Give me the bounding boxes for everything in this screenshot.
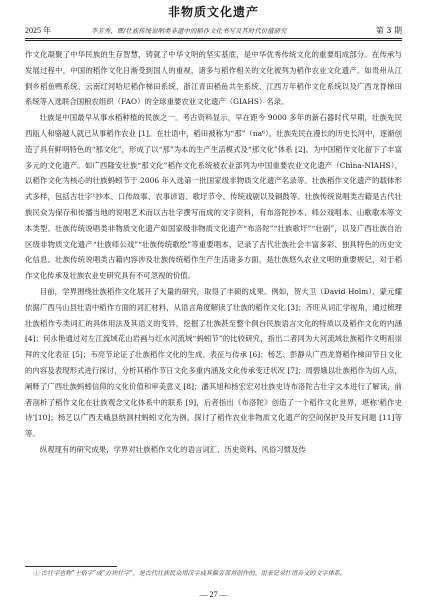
footnote: ① 古壮字也称“土俗字”或“方块壮字”，是古代壮族民众用汉字或其偏旁部首创作的、用来记录壮语音义的文字体系。 [33, 570, 346, 577]
header-rule [25, 38, 402, 39]
header-year: 2025 年 [25, 26, 51, 35]
page-number: — 27 — [199, 590, 228, 599]
paragraph: 壮族是中国最早从事水稻种植的民族之一。考古资料显示，早在距今 9000 多年的新石器时代早期，壮族先民西瓯人和骆越人就已从事稻作农业 [1]。在壮语中，稻田被称为“那”（na⁶）。壮族先民在漫长的历史长河中，逐渐创造了具有鲜明特色的“那文化”，形成了以“那”为本的生产生活模式及“那文化”体系 [2]。为中国稻作文化留下了丰富多元的文化遗产。如广西隆安壮族“那文化”稻作文化系统被农业部列为中国重要农业文化遗产（China-NIAHS），以稻作文化为核心的壮族蚂蚓节于 2006 年入选第一批国家级非物质文化遗产名录等。壮族稻作文化遗产的载体形式多样，包括古壮字¹抄本、口传故事、农事谚语、歌圩节令、传统戏剧以及铜鼓等。壮族传统说唱类古籍是古代壮族民众为保存和传播当地的说唱艺术而以古壮字撰写而成的文字资料，有布洛陀抄本、师公戏唱本、山歌歌本等文本类型。壮族传统说唱类非物质文化遗产如国家级非物质文化遗产“布洛陀”“壮族歌圩”“壮剧”，以及广西壮族自治区级非物质文化遗产“壮族师公戏”“壮族传统歌绘”等重要唱本，记录了古代壮族社会丰富多彩、独具特色的历史文化信息。壮族传统说唱类古籍内容涉及壮族传统稻作生产生活诸多方面，是壮族悠久农业文明的重要规记，对于稻作文化传承及壮族农业史研究具有不可忽视的价值。 [25, 113, 402, 281]
running-header [25, 23, 402, 39]
paragraph: 作文化凝聚了中华民族的生存智慧，铸就了中华文明的坚实基底，是中华优秀传统文化的重要组成部分。在传承与发展过程中，中国的稻作文化日渐受到国人的重视，诸多与稻作相关的文化被列为稻作农业文化遗产。如贵州从江侗乡稻鱼鸭系统、云南红河哈尼稻作梯田系统、浙江青田稻鱼共生系统、江西万年稻作文化系统以及广西龙脊梯田系统等入选联合国粮农组织（FAO）的全球重要农业文化遗产（GIAHS）名录。 [25, 50, 402, 107]
footnote-rule [25, 566, 117, 567]
paragraph: 纵观现有的研究成果，学界对壮族稻作文化的语言词汇、历史资料、风俗习惯及传 [39, 444, 306, 454]
article-body [25, 47, 402, 458]
header-rule-thin [25, 40, 402, 41]
journal-title: 非物质文化遗产 [167, 5, 259, 19]
header-running-title: 李芳秀、覃/壮族传统说唱类非遗中的稻作文化书写及其时代价值研究 [91, 28, 287, 35]
header-issue: 第 3 期 [375, 26, 402, 35]
paragraph: 目前，学界围绕壮族稻作文化展开了大量的研究，取得了丰硕的成果。例如，贺大卫（David Holm）、蒙元耀依据广西马山县壮语中稻作方面的词汇材料，从语言角度解读了壮族的稻作文化 [3]；齐旺从词汇学视角，通过梳理壮族稻作专类词汇的具体用法及其语义的变异，挖掘了壮族甚至整个侗台民族语言文化的特质以及稻作文化的内涵 [4]；何永艳通过对左江流域花山岩画与红水河流域“蚂蚓节”的比较研究，指出二者同为大河流域壮族稻作文明祖崇拜的文化表征 [5]；韦亮节论证了壮族稻作文化的生成、表征与传承 [6]；杨艺、彭静从广西龙脊稻作梯田节日文化的内容及表现形式进行探讨，分析其稻作节日文化多重内涵及文化传承变迁状况 [7]；周碧娥以壮族稻作为切入点，阐释了广西壮族蚂蚓信仰的文化价值和审美意义 [8]；潘其旭和杨宏宏对壮族史诗布洛陀古壮字文本进行了解读，前者剖析了稻作文化在壮族观念文化体系中的联系 [9]，后者指出《布洛陀》创造了一个稻作文化世界，堪称‘稻作史诗’[10]；杨艺以广西天峨县纳洞村蚂蚓文化为例，探讨了稻作农业非物质文化遗产的空间保护及开发问题 [11]等等。 [25, 286, 402, 439]
